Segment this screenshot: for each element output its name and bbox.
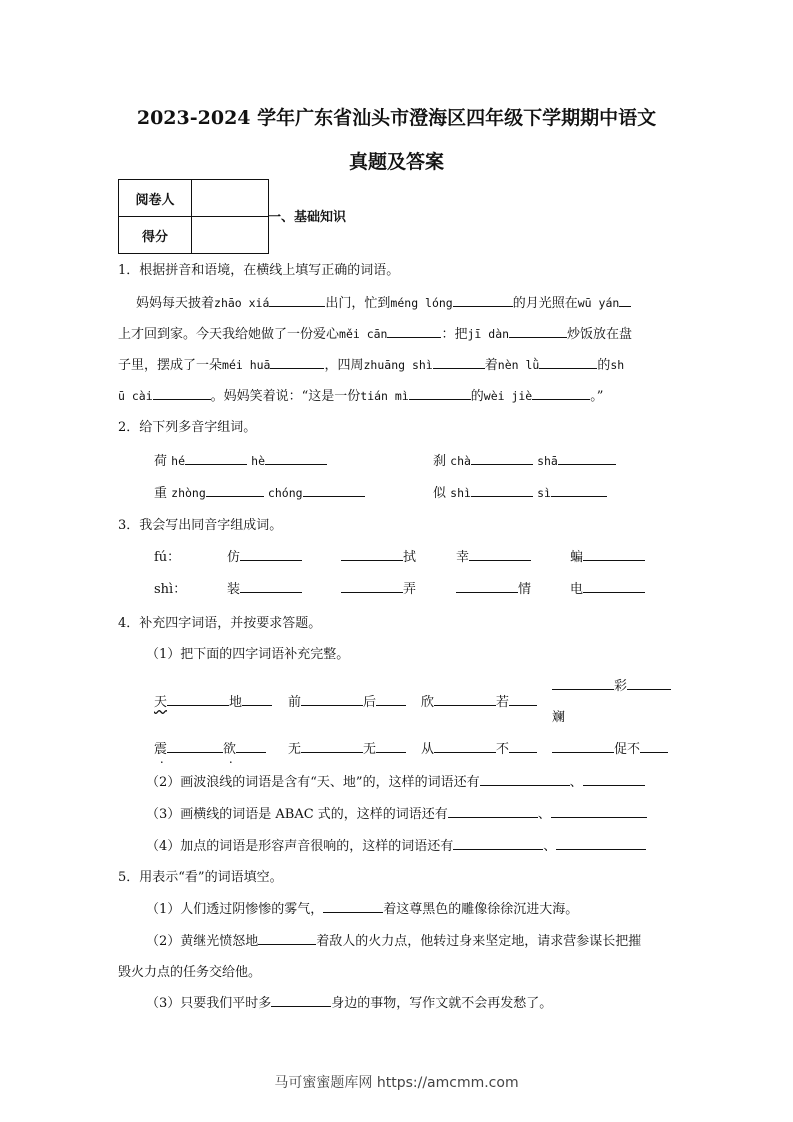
- q3-row1-label: fú：: [154, 550, 181, 565]
- q3-row2-item4: 电: [570, 578, 645, 597]
- q4-sub3: （3）画横线的词语是 ABAC 式的，这样的词语还有 、: [146, 803, 647, 822]
- q4-idiom-cai: 彩: [552, 675, 671, 694]
- q4-idiom-tiandi: 天 地: [154, 691, 272, 710]
- q3-row1-item1: 仿: [227, 546, 302, 565]
- q4-idiom-zhenyu: 震 欲: [154, 738, 266, 757]
- q3-row2-item2: 弄: [341, 578, 416, 597]
- reviewer-cell: [192, 180, 269, 217]
- q4-sub4: （4）加点的词语是形容声音很响的，这样的词语还有 、: [146, 835, 646, 854]
- q3-row1-item4: 蝙: [570, 546, 645, 565]
- q2-item-si: 似 shì sì: [433, 482, 607, 501]
- q4-sub1: （1）把下面的四字词语补充完整。: [146, 647, 350, 662]
- q2-item-zhong: 重 zhòng chóng: [154, 482, 365, 501]
- q3-prompt: 3．我会写出同音字组成词。: [118, 518, 283, 533]
- q3-row2-item1: 装: [227, 578, 302, 597]
- page-title-line2: 真题及答案: [348, 151, 444, 173]
- q4-idiom-xinruo: 欣 若: [421, 691, 537, 710]
- q3-row1-item3: 幸: [456, 546, 531, 565]
- q1-line3: 子里，摆成了一朵méi huā ，四周zhuāng shì 着nèn lǜ 的sh: [118, 358, 625, 373]
- q2-item-cha: 刹 chà shā: [433, 450, 616, 469]
- q5-s2-cont: 毁火力点的任务交给他。: [118, 965, 262, 980]
- q2-item-he: 荷 hé hè: [154, 450, 327, 469]
- score-table: [118, 179, 269, 254]
- q1-line1: 妈妈每天披着zhāo xiá 出门，忙到méng lóng 的月光照在wū yán: [136, 292, 631, 311]
- q4-idiom-cubu: 促不: [552, 738, 668, 757]
- q5-s1: （1）人们透过阴惨惨的雾气， 着这尊黑色的雕像徐徐沉进大海。: [146, 902, 579, 917]
- q5-s3: （3）只要我们平时多 身边的事物，写作文就不会再发愁了。: [146, 996, 553, 1011]
- q5-prompt: 5．用表示“看”的词语填空。: [118, 870, 283, 885]
- reviewer-label: 阅卷人: [119, 180, 192, 217]
- q4-sub2: （2）画波浪线的词语是含有“天、地”的，这样的词语还有 、: [146, 771, 645, 790]
- q4-idiom-lan: 斓: [552, 710, 566, 725]
- q1-prompt: 1．根据拼音和语境，在横线上填写正确的词语。: [118, 263, 400, 278]
- q1-line4: ū cài 。妈妈笑着说：“这是一份tián mì 的wèi jiè 。”: [118, 389, 604, 404]
- q3-row2-item3: 情: [456, 578, 531, 597]
- score-cell: [192, 217, 269, 254]
- q4-prompt: 4．补充四字词语，并按要求答题。: [118, 616, 322, 631]
- footer-watermark: 马可蜜蜜题库网 https://amcmm.com: [274, 1075, 519, 1091]
- q1-line2: 上才回到家。今天我给她做了一份爱心měi cān ：把jī dàn 炒饭放在盘: [118, 327, 633, 342]
- q3-row2-label: shì：: [154, 582, 187, 597]
- page-title-line1: 2023-2024 学年广东省汕头市澄海区四年级下学期期中语文: [136, 107, 657, 129]
- q2-prompt: 2．给下列多音字组词。: [118, 420, 257, 435]
- q4-idiom-wuwu: 无 无: [288, 738, 406, 757]
- score-label: 得分: [119, 217, 192, 254]
- q3-row1-item2: 拭: [341, 546, 416, 565]
- q4-idiom-congbu: 从 不: [421, 738, 537, 757]
- q4-idiom-qianhou: 前 后: [288, 691, 406, 710]
- section-heading: 一、基础知识: [268, 210, 347, 225]
- q5-s2: （2）黄继光愤怒地 着敌人的火力点，他转过身来坚定地，请求营参谋长把摧: [146, 934, 642, 949]
